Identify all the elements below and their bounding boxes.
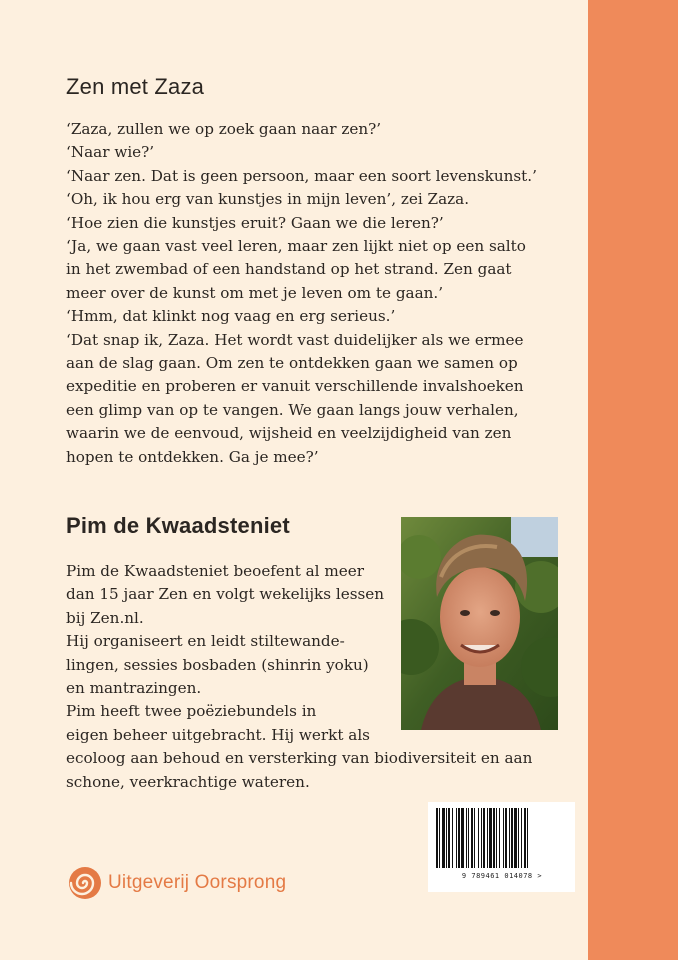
barcode-bar bbox=[436, 808, 438, 868]
story-line: ‘Hoe zien die kunstjes eruit? Gaan we die leren?’ bbox=[66, 213, 444, 232]
story-line: ‘Ja, we gaan vast veel leren, maar zen lijkt niet op een salto bbox=[66, 237, 526, 256]
story-line: ‘Naar zen. Dat is geen persoon, maar een soort levenskunst.’ bbox=[66, 166, 537, 185]
barcode-bar bbox=[521, 808, 522, 868]
barcode-bar bbox=[518, 808, 519, 868]
barcode-bar bbox=[514, 808, 517, 868]
barcode-bar bbox=[509, 808, 510, 868]
barcode-bar bbox=[505, 808, 507, 868]
barcode-bar bbox=[461, 808, 464, 868]
barcode-bar bbox=[503, 808, 504, 868]
barcode-bar bbox=[493, 808, 495, 868]
bio-line: lingen, sessies bosbaden (shinrin yoku) bbox=[66, 655, 369, 674]
story-line: aan de slag gaan. Om zen te ontdekken gaan we samen op bbox=[66, 354, 518, 373]
bio-line: ecoloog aan behoud en versterking van biodiversiteit en aan bbox=[66, 749, 533, 768]
barcode-bar bbox=[439, 808, 440, 868]
barcode-bar bbox=[527, 808, 528, 868]
isbn-barcode bbox=[428, 802, 575, 892]
story-line: ‘Zaza, zullen we op zoek gaan naar zen?’ bbox=[66, 120, 382, 138]
spiral-icon bbox=[68, 866, 102, 900]
story-blurb bbox=[66, 118, 576, 469]
barcode-bar bbox=[466, 808, 467, 868]
bio-line: Hij organiseert en leidt stiltewande- bbox=[66, 632, 345, 651]
bio-line: dan 15 jaar Zen en volgt wekelijks lessen bbox=[66, 585, 385, 604]
barcode-bar bbox=[442, 808, 445, 868]
barcode-bar bbox=[499, 808, 500, 868]
barcode-bar bbox=[481, 808, 482, 868]
barcode-bar bbox=[448, 808, 450, 868]
barcode-bars bbox=[428, 802, 575, 872]
barcode-bar bbox=[446, 808, 447, 868]
story-line: meer over de kunst om met je leven om te gaan.’ bbox=[66, 283, 444, 302]
barcode-bar bbox=[456, 808, 457, 868]
bio-line: Pim heeft twee poëziebundels in bbox=[66, 702, 317, 721]
bio-line: Pim de Kwaadsteniet beoefent al meer bbox=[66, 562, 365, 580]
spine-band bbox=[588, 0, 678, 960]
barcode-bar bbox=[524, 808, 526, 868]
barcode-bar bbox=[452, 808, 453, 868]
barcode-bar bbox=[483, 808, 485, 868]
story-line: ‘Oh, ik hou erg van kunstjes in mijn leven’, zei Zaza. bbox=[66, 190, 470, 209]
story-line: ‘Naar wie?’ bbox=[66, 143, 155, 162]
bio-line: eigen beheer uitgebracht. Hij werkt als bbox=[66, 725, 370, 744]
barcode-bar bbox=[478, 808, 479, 868]
publisher-logo bbox=[68, 866, 286, 900]
story-line: hopen te ontdekken. Ga je mee?’ bbox=[66, 447, 319, 466]
barcode-bar bbox=[489, 808, 492, 868]
bio-line: bij Zen.nl. bbox=[66, 608, 144, 627]
barcode-bar bbox=[468, 808, 469, 868]
story-line: waarin we de eenvoud, wijsheid en veelzijdigheid van zen bbox=[66, 424, 512, 443]
barcode-bar bbox=[474, 808, 475, 868]
bio-line: schone, veerkrachtige wateren. bbox=[66, 772, 310, 791]
story-line: ‘Dat snap ik, Zaza. Het wordt vast duidelijker als we ermee bbox=[66, 330, 524, 349]
barcode-bar bbox=[511, 808, 513, 868]
publisher-name: Uitgeverij Oorsprong bbox=[108, 872, 287, 893]
barcode-bar bbox=[458, 808, 460, 868]
story-line: ‘Hmm, dat klinkt nog vaag en erg serieus.’ bbox=[66, 307, 396, 326]
barcode-bar bbox=[487, 808, 488, 868]
book-title: Zen met Zaza bbox=[66, 74, 205, 99]
story-line: een glimp van op te vangen. We gaan langs jouw verhalen, bbox=[66, 400, 519, 419]
story-line: expeditie en proberen er vanuit verschillende invalshoeken bbox=[66, 377, 524, 396]
barcode-bar bbox=[496, 808, 497, 868]
barcode-digits: 9 789461 014078 > bbox=[461, 872, 543, 880]
author-bio bbox=[66, 560, 576, 794]
author-heading: Pim de Kwaadsteniet bbox=[66, 513, 290, 538]
bio-line: en mantrazingen. bbox=[66, 679, 202, 698]
barcode-bar bbox=[471, 808, 473, 868]
story-line: in het zwembad of een handstand op het strand. Zen gaat bbox=[66, 260, 512, 279]
